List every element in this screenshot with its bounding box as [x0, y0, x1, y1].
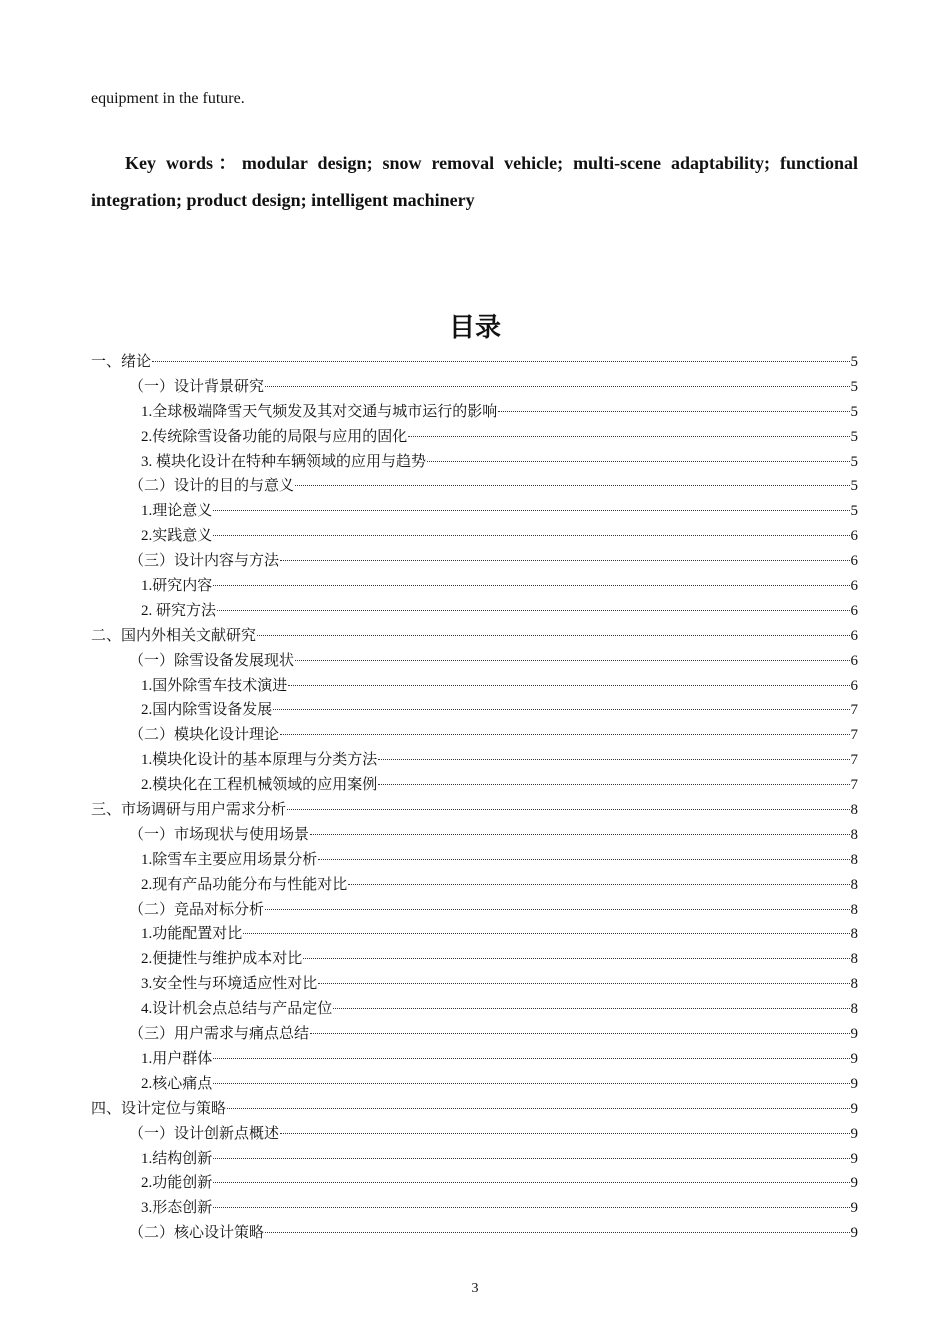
toc-leader-dots	[213, 1182, 849, 1183]
toc-entry[interactable]	[91, 723, 858, 748]
toc-entry[interactable]	[91, 474, 858, 499]
toc-leader-dots	[280, 734, 849, 735]
toc-leader-dots	[213, 1207, 849, 1208]
toc-leader-dots	[227, 1108, 849, 1109]
toc-entry[interactable]	[91, 873, 858, 898]
toc-leader-dots	[265, 1232, 849, 1233]
toc-leader-dots	[408, 436, 849, 437]
toc-leader-dots	[295, 485, 849, 486]
toc-leader-dots	[287, 809, 849, 810]
toc-entry-page: 5	[850, 378, 858, 395]
toc-entry-page: 6	[850, 553, 858, 570]
toc-leader-dots	[213, 1058, 849, 1059]
toc-leader-dots	[213, 510, 849, 511]
toc-entry[interactable]	[91, 972, 858, 997]
toc-entry-label: （二）竞品对标分析	[129, 901, 265, 918]
toc-entry[interactable]	[91, 848, 858, 873]
toc-entry[interactable]	[91, 350, 858, 375]
toc-entry[interactable]	[91, 1022, 858, 1047]
toc-entry-page: 5	[850, 478, 858, 495]
toc-entry-page: 6	[850, 677, 858, 694]
toc-entry-label: （二）核心设计策略	[129, 1225, 265, 1242]
toc-entry[interactable]	[91, 599, 858, 624]
toc-leader-dots	[280, 1133, 849, 1134]
toc-entry-label: 2.模块化在工程机械领域的应用案例	[141, 777, 378, 794]
toc-entry-page: 5	[850, 453, 858, 470]
toc-leader-dots	[333, 1008, 849, 1009]
toc-entry[interactable]	[91, 922, 858, 947]
page-number: 3	[471, 1281, 479, 1296]
toc-entry[interactable]	[91, 823, 858, 848]
toc-entry-label: 3.形态创新	[141, 1200, 213, 1217]
toc-entry[interactable]	[91, 1047, 858, 1072]
toc-entry-page: 8	[850, 926, 858, 943]
toc-entry-page: 9	[850, 1225, 858, 1242]
toc-entry-page: 8	[850, 901, 858, 918]
toc-leader-dots	[295, 660, 849, 661]
toc-entry-label: 1.模块化设计的基本原理与分类方法	[141, 752, 378, 769]
toc-entry-page: 7	[850, 752, 858, 769]
toc-entry-page: 9	[850, 1026, 858, 1043]
toc-entry-label: 2. 研究方法	[141, 602, 217, 619]
toc-leader-dots	[318, 859, 849, 860]
toc-entry[interactable]	[91, 1122, 858, 1147]
toc-entry-label: 2.便捷性与维护成本对比	[141, 951, 303, 968]
toc-entry-label: （一）设计背景研究	[129, 378, 265, 395]
toc-entry-page: 7	[850, 727, 858, 744]
toc-entry[interactable]	[91, 624, 858, 649]
toc-leader-dots	[213, 535, 849, 536]
toc-leader-dots	[288, 685, 849, 686]
toc-entry-page: 9	[850, 1050, 858, 1067]
toc-leader-dots	[243, 933, 849, 934]
toc-entry-label: 2.功能创新	[141, 1175, 213, 1192]
toc-entry-page: 8	[850, 876, 858, 893]
toc-entry-label: 4.设计机会点总结与产品定位	[141, 1001, 333, 1018]
toc-entry-page: 7	[850, 777, 858, 794]
toc-entry[interactable]	[91, 674, 858, 699]
table-of-contents	[91, 350, 858, 1246]
toc-entry-label: 3.安全性与环境适应性对比	[141, 976, 318, 993]
toc-entry-label: 1.功能配置对比	[141, 926, 243, 943]
toc-entry-label: 2.实践意义	[141, 528, 213, 545]
toc-entry-label: 2.核心痛点	[141, 1075, 213, 1092]
toc-entry-page: 8	[850, 851, 858, 868]
toc-leader-dots	[217, 610, 849, 611]
keywords-label: Key words：	[125, 153, 242, 173]
toc-leader-dots	[280, 560, 849, 561]
keywords-paragraph	[91, 145, 858, 219]
toc-leader-dots	[427, 461, 849, 462]
toc-entry[interactable]	[91, 524, 858, 549]
toc-entry-page: 9	[850, 1100, 858, 1117]
toc-entry-label: 三、市场调研与用户需求分析	[91, 802, 287, 819]
toc-leader-dots	[265, 386, 849, 387]
toc-entry[interactable]	[91, 798, 858, 823]
toc-entry-label: 1.研究内容	[141, 578, 213, 595]
toc-leader-dots	[213, 1158, 849, 1159]
toc-entry-label: 一、绪论	[91, 354, 152, 370]
toc-entry-label: （一）设计创新点概述	[129, 1125, 280, 1142]
toc-entry[interactable]	[91, 1221, 858, 1246]
toc-leader-dots	[318, 983, 849, 984]
toc-entry[interactable]	[91, 773, 858, 798]
toc-entry-label: 二、国内外相关文献研究	[91, 627, 257, 644]
toc-entry[interactable]	[91, 748, 858, 773]
toc-leader-dots	[378, 784, 849, 785]
toc-entry-label: 1.结构创新	[141, 1150, 213, 1167]
toc-leader-dots	[257, 635, 849, 636]
keywords-text: modular design; snow removal vehicle; multi-scene adaptability; functional integration; product design; intelligent machinery	[91, 153, 859, 210]
toc-entry-label: 1.全球极端降雪天气频发及其对交通与城市运行的影响	[141, 403, 498, 420]
toc-entry-label: （三）设计内容与方法	[129, 553, 280, 570]
toc-leader-dots	[303, 958, 849, 959]
toc-leader-dots	[265, 909, 849, 910]
toc-entry-page: 5	[850, 354, 858, 370]
toc-entry[interactable]	[91, 375, 858, 400]
toc-entry-label: 2.传统除雪设备功能的局限与应用的固化	[141, 428, 408, 445]
toc-entry[interactable]	[91, 425, 858, 450]
toc-entry-label: （三）用户需求与痛点总结	[129, 1026, 310, 1043]
toc-entry-page: 6	[850, 528, 858, 545]
toc-entry[interactable]	[91, 574, 858, 599]
toc-entry-page: 9	[850, 1075, 858, 1092]
toc-entry-page: 8	[850, 826, 858, 843]
toc-leader-dots	[348, 884, 849, 885]
toc-entry[interactable]	[91, 898, 858, 923]
toc-entry[interactable]	[91, 649, 858, 674]
toc-entry[interactable]	[91, 450, 858, 475]
toc-entry-label: （二）设计的目的与意义	[129, 478, 295, 495]
toc-leader-dots	[310, 834, 849, 835]
toc-entry[interactable]	[91, 400, 858, 425]
toc-entry-label: 1.国外除雪车技术演进	[141, 677, 288, 694]
toc-entry-label: 3. 模块化设计在特种车辆领域的应用与趋势	[141, 453, 427, 470]
toc-entry[interactable]	[91, 947, 858, 972]
toc-entry-page: 8	[850, 951, 858, 968]
toc-entry-label: （一）除雪设备发展现状	[129, 652, 295, 669]
toc-entry[interactable]	[91, 1072, 858, 1097]
toc-entry-page: 8	[850, 1001, 858, 1018]
toc-entry-label: 2.国内除雪设备发展	[141, 702, 273, 719]
toc-entry[interactable]	[91, 1171, 858, 1196]
toc-entry-page: 9	[850, 1200, 858, 1217]
toc-entry-page: 5	[850, 403, 858, 420]
toc-leader-dots	[213, 585, 849, 586]
toc-entry-label: （二）模块化设计理论	[129, 727, 280, 744]
toc-entry-page: 9	[850, 1150, 858, 1167]
toc-leader-dots	[498, 411, 849, 412]
toc-entry-page: 8	[850, 976, 858, 993]
toc-leader-dots	[310, 1033, 849, 1034]
toc-entry-label: 2.现有产品功能分布与性能对比	[141, 876, 348, 893]
toc-entry-page: 6	[850, 652, 858, 669]
toc-leader-dots	[152, 361, 849, 362]
toc-entry-page: 8	[850, 802, 858, 819]
toc-leader-dots	[273, 709, 849, 710]
toc-entry[interactable]	[91, 499, 858, 524]
toc-entry-label: 1.用户群体	[141, 1050, 213, 1067]
toc-entry[interactable]	[91, 1147, 858, 1172]
toc-entry-page: 5	[850, 428, 858, 445]
toc-entry-label: （一）市场现状与使用场景	[129, 826, 310, 843]
toc-entry-page: 9	[850, 1125, 858, 1142]
toc-entry-label: 1.除雪车主要应用场景分析	[141, 851, 318, 868]
toc-entry-page: 5	[850, 503, 858, 520]
toc-entry-label: 四、设计定位与策略	[91, 1100, 227, 1117]
toc-entry[interactable]	[91, 1097, 858, 1122]
toc-leader-dots	[213, 1083, 849, 1084]
toc-entry-page: 6	[850, 578, 858, 595]
toc-entry[interactable]	[91, 997, 858, 1022]
toc-leader-dots	[378, 759, 849, 760]
toc-entry-page: 9	[850, 1175, 858, 1192]
toc-entry-page: 6	[850, 602, 858, 619]
toc-entry[interactable]	[91, 698, 858, 723]
toc-entry[interactable]	[91, 1196, 858, 1221]
toc-entry-page: 6	[850, 627, 858, 644]
toc-title: 目录	[448, 313, 501, 343]
toc-entry-label: 1.理论意义	[141, 503, 213, 520]
continuation-text: equipment in the future.	[91, 90, 245, 107]
toc-entry[interactable]	[91, 549, 858, 574]
toc-entry-page: 7	[850, 702, 858, 719]
